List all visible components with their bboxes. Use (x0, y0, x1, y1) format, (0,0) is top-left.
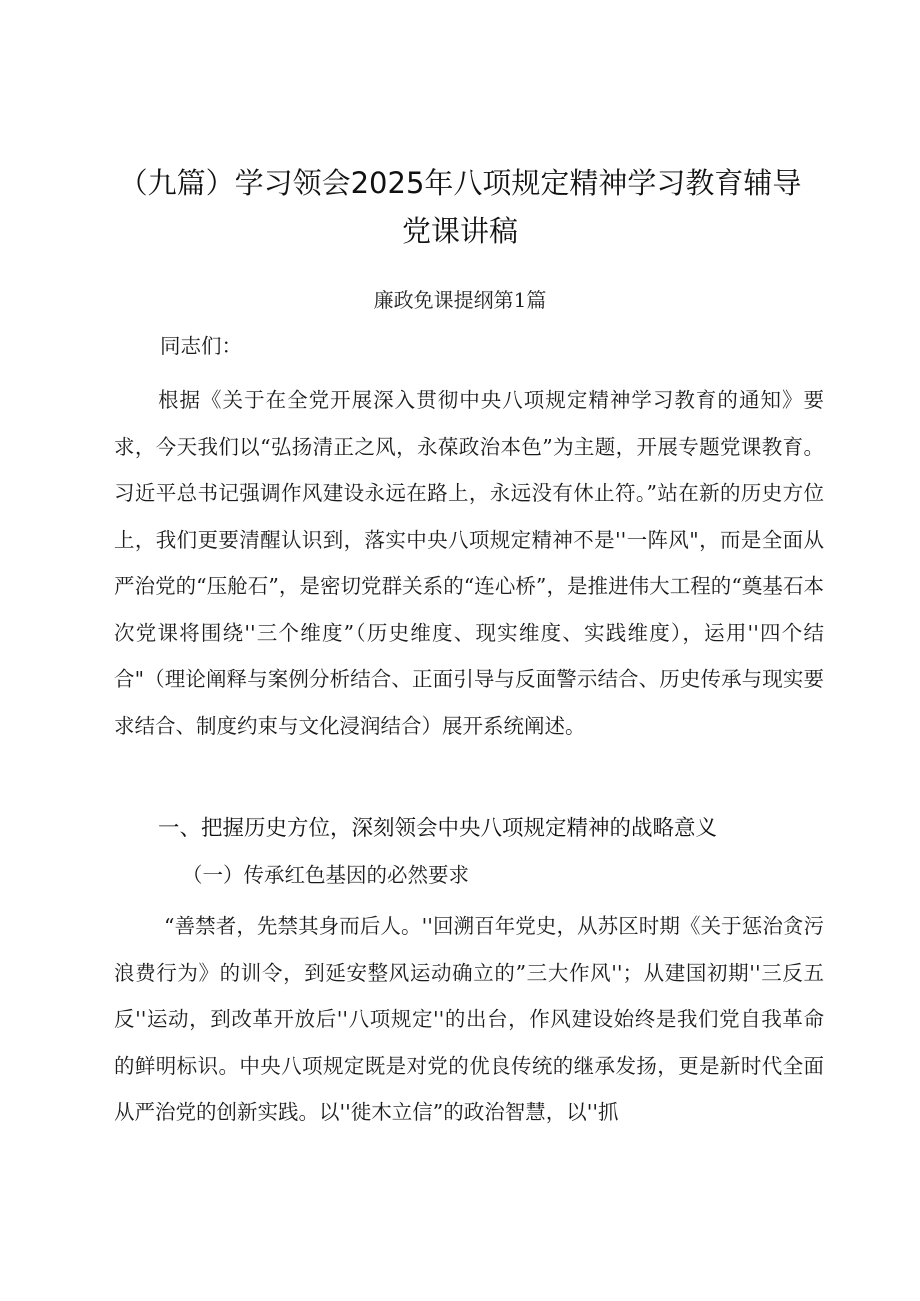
subsection-heading-1: （一）传承红色基因的必然要求 (182, 863, 469, 887)
document-subtitle: 廉政免课提纲第1篇 (373, 288, 547, 312)
greeting: 同志们： (160, 334, 242, 358)
paragraph-intro: 根据《关于在全党开展深入贯彻中央八项规定精神学习教育的通知》要求，今天我们以“弘扬清正之风，永葆政治本色”为主题，开展专题党课教育。习近平总书记强调作风建设永远在路上，永远没有休止符。”站在新的历史方位上，我们更要清醒认识到，落实中央八项规定精神不是''一阵风"，而是全面从严治党的“压舱石”，是密切党群关系的“连心桥”，是推进伟大工程的“奠基石本次党课将围绕''三个维度”（历史维度、现实维度、实践维度），运用''四个结合"（理论阐释与案例分析结合、正面引导与反面警示结合、历史传承与现实要求结合、制度约束与文化浸润结合）展开系统阐述。 (114, 388, 824, 738)
document-title-line1: （九篇）学习领会2025年八项规定精神学习教育辅导 (118, 166, 802, 200)
document-title-line2: 党课讲稿 (401, 214, 518, 248)
paragraph-section-1: “善禁者，先禁其身而后人。''回溯百年党史，从苏区时期《关于惩治贪污浪费行为》的训令，到延安整风运动确立的”三大作风''；从建国初期''三反五反''运动，到改革开放后''八项规定''的出台，作风建设始终是我们党自我革命的鲜明标识。中央八项规定既是对党的优良传统的继承发扬，更是新时代全面从严治党的创新实践。以''徙木立信”的政治智慧，以''抓 (114, 914, 824, 1124)
section-heading-1: 一、把握历史方位，深刻领会中央八项规定精神的战略意义 (158, 816, 718, 841)
